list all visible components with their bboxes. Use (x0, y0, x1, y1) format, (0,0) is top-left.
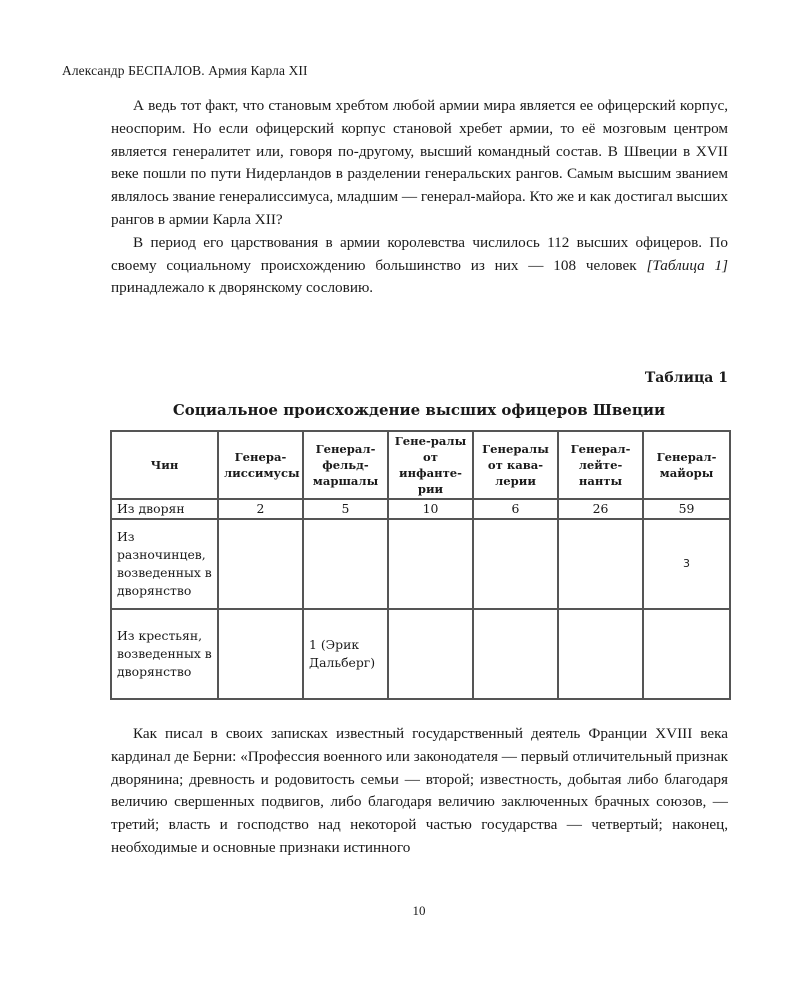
header-lieutenant-generals: Генерал-лейте-нанты (558, 431, 643, 499)
table-cell (218, 519, 303, 609)
table-cell: 1 (Эрик Дальберг) (303, 609, 388, 699)
header-rank: Чин (111, 431, 218, 499)
table-row (111, 609, 730, 699)
paragraph-1: А ведь тот факт, что становым хребтом любой армии мира является ее офицерский корпус, неоспорим. Но если офицерский корпус становой хребет армии, то её мозговым центром является генералитет или, говоря по-другому, высший командный состав. В Швеции в XVII веке пошли по пути Нидерландов в разделении генеральских рангов. Самым высшим званием являлось звание генералиссимуса, младшим — генерал-майора. Кто же и как достигал высших рангов в армии Карла XII? (111, 97, 728, 228)
page-number: 10 (412, 903, 426, 918)
paragraph-2-text-end: принадлежало к дворянскому сословию. (111, 279, 374, 297)
table-cell (473, 609, 558, 699)
table-cell: 6 (473, 499, 558, 519)
table-cell: 10 (388, 499, 473, 519)
table-cell (218, 609, 303, 699)
table-cell (303, 519, 388, 609)
table-reference: [Таблица 1] (646, 256, 728, 274)
table-label: Таблица 1 (644, 370, 728, 386)
header-major-generals: Генерал-майоры (643, 431, 730, 499)
body-text-bottom (111, 723, 728, 860)
officers-origin-table (110, 430, 731, 700)
table-header-row (111, 431, 730, 499)
header-cavalry-generals: Генералы от кава-лерии (473, 431, 558, 499)
table-cell (558, 609, 643, 699)
table-cell: 2 (218, 499, 303, 519)
paragraph-3: Как писал в своих записках известный государственный деятель Франции XVIII века кардинал де Берни: «Профессия военного или законодателя — первый отличительный признак дворянина; древность и родовитость семьи — второй; известность, добытая либо благодаря величию свершенных подвигов, либо благодаря величию заключенных брачных союзов, — третий; власть и господство над некоторой частью государства — четвертый; наконец, необходимые и основные признаки истинного (111, 725, 728, 856)
header-field-marshals: Генерал-фельд-маршалы (303, 431, 388, 499)
header-infantry-generals: Гене-ралы от инфанте-рии (388, 431, 473, 499)
table-cell (643, 609, 730, 699)
table-cell: 59 (643, 499, 730, 519)
table-cell: 3 (643, 519, 730, 609)
row-label: Из крестьян, возведенных в дворянство (111, 609, 218, 699)
table-title: Социальное происхождение высших офицеров Швеции (172, 401, 666, 419)
table-row (111, 499, 730, 519)
paragraph-2-text: В период его царствования в армии королевства числилось 112 высших офицеров. По своему социальному происхождению большинство из них — 108 человек (111, 233, 728, 274)
table-cell (388, 519, 473, 609)
table-cell (388, 609, 473, 699)
row-label: Из разночинцев, возведенных в дворянство (111, 519, 218, 609)
table-cell (473, 519, 558, 609)
running-head: Александр БЕСПАЛОВ. Армия Карла XII (62, 63, 308, 78)
header-generalissimos: Генера-лиссимусы (218, 431, 303, 499)
table-cell: 26 (558, 499, 643, 519)
table-cell: 5 (303, 499, 388, 519)
body-text-top (111, 95, 728, 300)
table-row (111, 519, 730, 609)
paragraph-2 (111, 232, 728, 300)
row-label: Из дворян (111, 499, 218, 519)
table-cell (558, 519, 643, 609)
